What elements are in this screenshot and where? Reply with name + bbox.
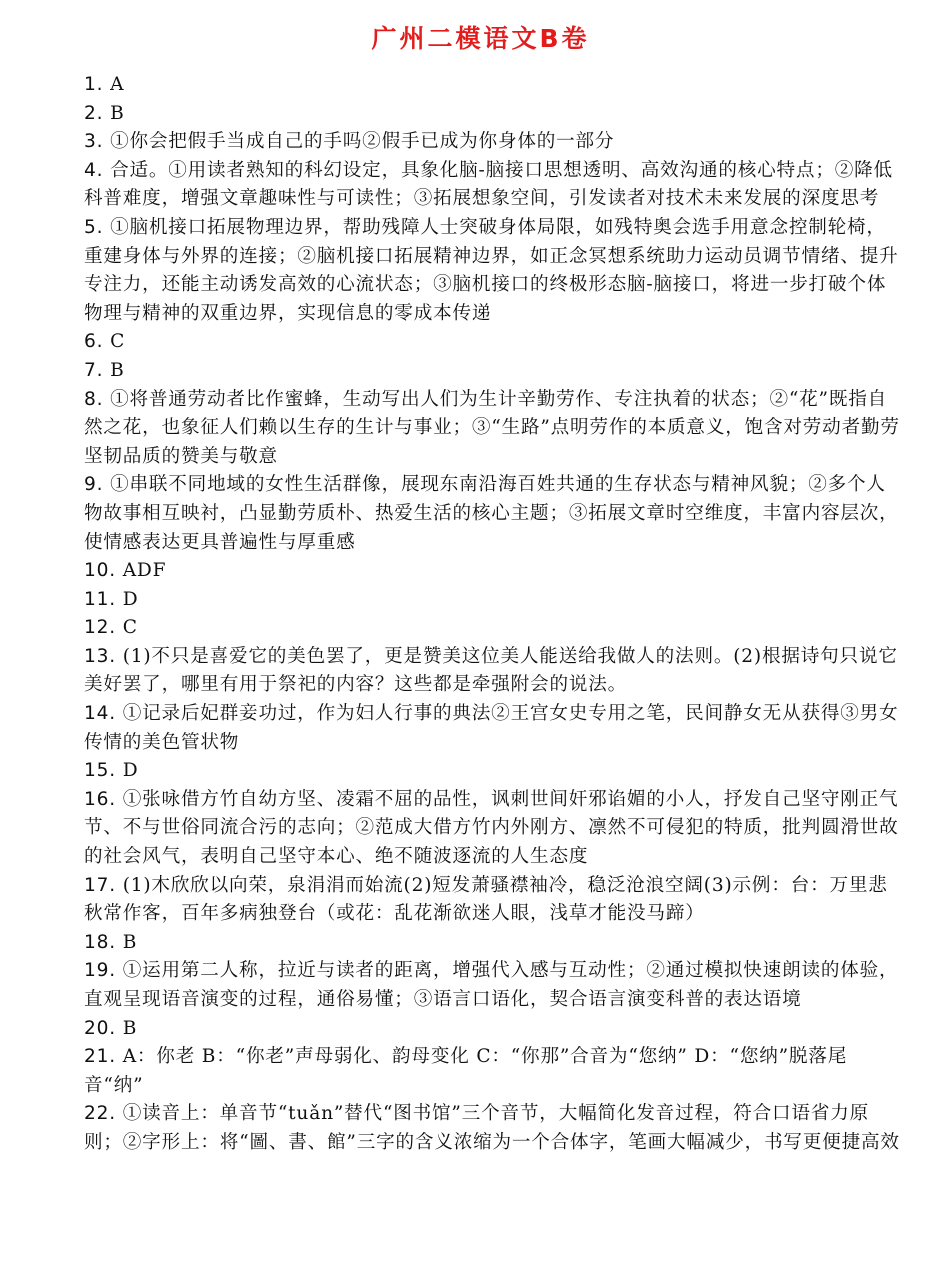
answer-item-15 [84,757,903,786]
answer-number: 16. [84,788,123,810]
answer-number: 9. [84,474,111,496]
answer-number: 3. [84,131,111,153]
page-title: 广州二模语文B卷 [371,24,590,53]
answer-item-2 [84,100,903,129]
answer-number: 7. [84,359,111,381]
answer-list [84,71,903,1158]
answer-text: B [110,359,125,381]
answer-number: 20. [84,1017,123,1039]
answer-item-5 [84,214,903,328]
answer-item-18 [84,929,903,958]
answer-item-16 [84,786,903,872]
answer-item-6 [84,328,903,357]
answer-number: 4. [84,159,111,181]
answer-text: B [110,102,125,124]
answer-text: ADF [122,560,167,582]
answer-item-12 [84,614,903,643]
answer-item-22 [84,1100,903,1157]
answer-text: D [122,588,139,610]
answer-item-20 [84,1015,903,1044]
answer-number: 19. [84,960,123,982]
answer-number: 2. [84,102,111,124]
answer-number: 21. [84,1046,123,1068]
answer-text: ①串联不同地域的女性生活群像，展现东南沿海百姓共通的生存状态与精神风貌；②多个人物故事相互映衬，凸显勤劳质朴、热爱生活的核心主题；③拓展文章时空维度，丰富内容层次，使情感表达更具普遍性与厚重感 [84,474,899,553]
answer-item-19 [84,957,903,1014]
answer-text: ①脑机接口拓展物理边界，帮助残障人士突破身体局限，如残特奥会选手用意念控制轮椅，重建身体与外界的连接；②脑机接口拓展精神边界，如正念冥想系统助力运动员调节情绪、提升专注力，还能主动诱发高效的心流状态；③脑机接口的终极形态脑-脑接口，将进一步打破个体物理与精神的双重边界，实现信息的零成本传递 [84,216,899,324]
answer-text: (1)不只是喜爱它的美色罢了，更是赞美这位美人能送给我做人的法则。(2)根据诗句只说它美好罢了，哪里有用于祭祀的内容？这些都是牵强附会的说法。 [84,645,898,696]
answer-text: ①记录后妃群妾功过，作为妇人行事的典法②王宫女史专用之笔，民间静女无从获得③男女传情的美色管状物 [84,703,899,753]
answer-item-3 [84,128,903,157]
answer-number: 22. [84,1103,123,1125]
answer-number: 14. [84,703,123,725]
answer-text: ①将普通劳动者比作蜜蜂，生动写出人们为生计辛勤劳作、专注执着的状态；②“花”既指自然之花，也象征人们赖以生存的生计与事业；③“生路”点明劳作的本质意义，饱含对劳动者勤劳坚韧品质的赞美与敬意 [84,388,900,467]
answer-text: ①读音上：单音节“tuǎn”替代“图书馆”三个音节，大幅简化发音过程，符合口语省力原则；②字形上：将“圖、書、館”三字的含义浓缩为一个合体字，笔画大幅减少，书写更便捷高效 [84,1103,900,1153]
answer-number: 18. [84,931,123,953]
answer-number: 12. [84,617,123,639]
answer-number: 17. [84,874,123,896]
answer-text: A [110,74,125,95]
answer-item-21 [84,1043,903,1100]
answer-item-4 [84,157,903,214]
answer-number: 1. [84,74,111,95]
answer-number: 11. [84,588,123,610]
answer-text: D [122,760,139,782]
answer-text: B [122,931,138,953]
answer-item-9 [84,471,903,557]
answer-number: 5. [84,216,111,238]
answer-item-1 [84,71,903,100]
answer-text: 合适。①用读者熟知的科幻设定，具象化脑-脑接口思想透明、高效沟通的核心特点；②降低科普难度，增强文章趣味性与可读性；③拓展想象空间，引发读者对技术未来发展的深度思考 [84,159,893,210]
answer-item-13 [84,643,903,700]
answer-text: (1)木欣欣以向荣，泉涓涓而始流(2)短发萧骚襟袖冷，稳泛沧浪空阔(3)示例：台：万里悲秋常作客，百年多病独登台（或花：乱花渐欲迷人眼，浅草才能没马蹄） [84,874,888,925]
answer-text: ①张咏借方竹自幼方坚、凌霜不屈的品性，讽刺世间奸邪谄媚的小人，抒发自己坚守刚正气节、不与世俗同流合污的志向；②范成大借方竹内外刚方、凛然不可侵犯的特质，批判圆滑世故的社会风气，表明自己坚守本心、绝不随波逐流的人生态度 [84,788,899,868]
answer-text: C [122,617,138,639]
answer-text: A：你老 B：“你老”声母弱化、韵母变化 C：“你那”合音为“您纳” D：“您纳”脱落尾音“纳” [84,1046,848,1096]
answer-item-10 [84,557,903,586]
answer-item-17 [84,872,903,929]
answer-item-7 [84,357,903,386]
answer-text: ①运用第二人称，拉近与读者的距离，增强代入感与互动性；②通过模拟快速朗读的体验，直观呈现语音演变的过程，通俗易懂；③语言口语化，契合语言演变科普的表达语境 [84,960,899,1010]
answer-number: 13. [84,645,123,667]
answer-text: C [110,331,126,353]
answer-number: 10. [84,560,123,582]
answer-item-11 [84,586,903,615]
answer-text: ①你会把假手当成自己的手吗②假手已成为你身体的一部分 [110,131,615,153]
answer-number: 8. [84,388,111,410]
answer-item-14 [84,700,903,757]
answer-number: 6. [84,331,111,353]
answer-number: 15. [84,760,123,782]
answer-item-8 [84,386,903,472]
answer-text: B [122,1017,138,1039]
